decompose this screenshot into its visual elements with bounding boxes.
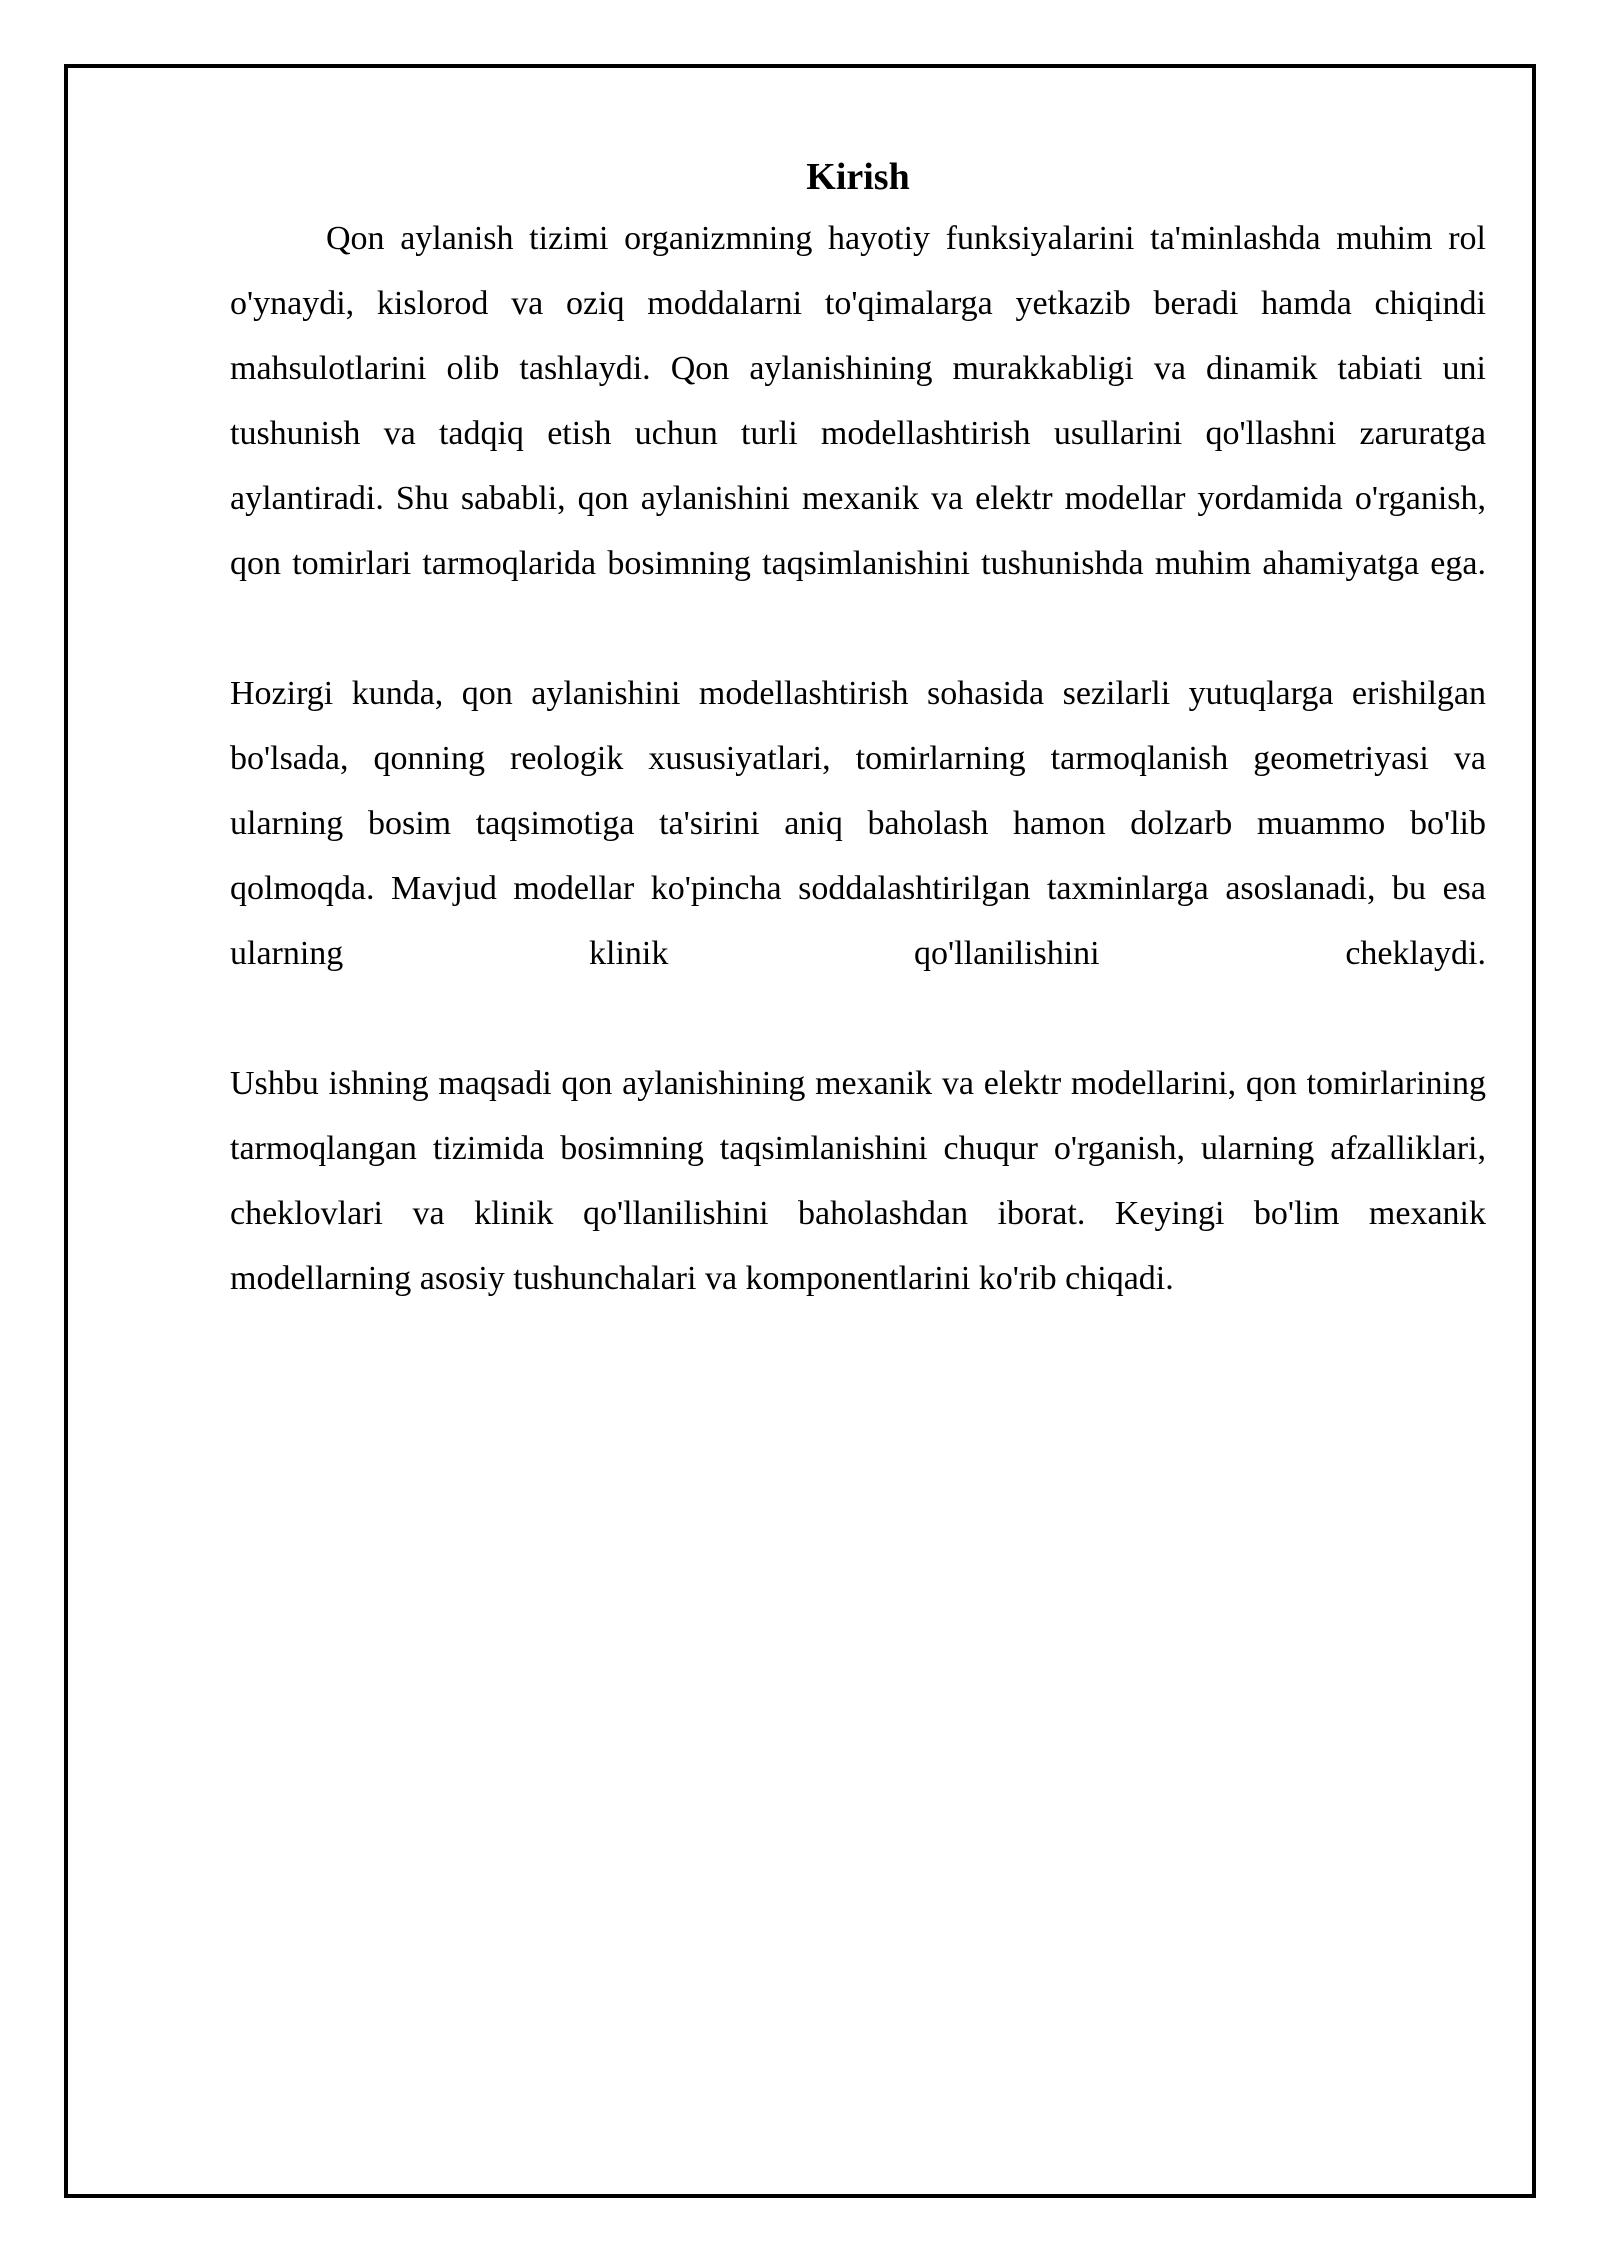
paragraph-goal: Ushbu ishning maqsadi qon aylanishining mexanik va elektr modellarini, qon tomirlarining tarmoqlangan tizimida bosimning taqsimlanishini chuqur o'rganish, ularning afzalliklari, cheklovlari va klinik qo'llanilishini baholashdan iborat. Keyingi bo'lim mexanik modellarning asosiy tushunchalari va komponentlarini ko'rib chiqadi.	[230, 1065, 1486, 1297]
document-title: Kirish	[806, 156, 910, 198]
document-body	[230, 150, 1486, 1311]
paragraph-intro: Qon aylanish tizimi organizmning hayotiy funksiyalarini ta'minlashda muhim rol o'ynaydi, kislorod va oziq moddalarni to'qimalarga yetkazib beradi hamda chiqindi mahsulotlarini olib tashlaydi. Qon aylanishining murakkabligi va dinamik tabiati uni tushunish va tadqiq etish uchun turli modellashtirish usullarini qo'llashni zaruratga aylantiradi. Shu sababli, qon aylanishini mexanik va elektr modellar yordamida o'rganish, qon tomirlari tarmoqlarida bosimning taqsimlanishini tushunishda muhim ahamiyatga ega.	[230, 220, 1486, 582]
paragraph-spacer	[230, 596, 1486, 661]
paragraph-spacer	[230, 986, 1486, 1051]
paragraph-current-state: Hozirgi kunda, qon aylanishini modellashtirish sohasida sezilarli yutuqlarga erishilgan bo'lsada, qonning reologik xususiyatlari, tomirlarning tarmoqlanish geometriyasi va ularning bosim taqsimotiga ta'sirini aniq baholash hamon dolzarb muammo bo'lib qolmoqda. Mavjud modellar ko'pincha soddalashtirilgan taxminlarga asoslanadi, bu esa ularning klinik qo'llanilishini cheklaydi.	[230, 675, 1486, 972]
